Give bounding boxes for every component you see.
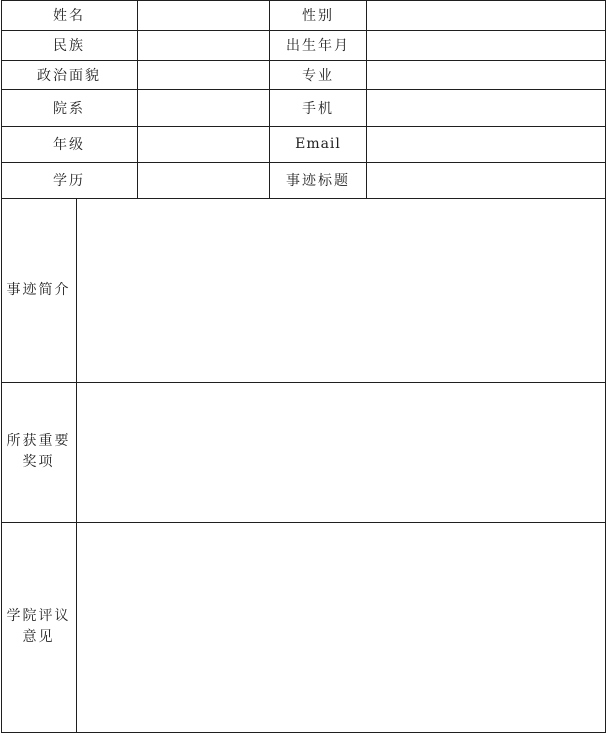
email-field[interactable]	[367, 126, 605, 162]
label-major-awards	[1, 382, 76, 522]
label-deed-summary-line1: 事迹简介	[6, 281, 71, 298]
education-field[interactable]	[138, 162, 269, 198]
label-political-status: 政治面貌	[37, 67, 101, 84]
political-status-field[interactable]	[138, 60, 269, 89]
label-grade: 年级	[53, 137, 85, 153]
deed-title-field[interactable]	[367, 162, 605, 198]
college-comments-field[interactable]	[77, 522, 605, 732]
deed-summary-field[interactable]	[77, 198, 605, 382]
label-deed-title: 事迹标题	[286, 173, 350, 189]
gender-field[interactable]	[367, 0, 605, 30]
label-gender: 性别	[302, 8, 334, 24]
label-college-comments	[1, 522, 76, 732]
name-field[interactable]	[138, 0, 269, 30]
label-phone: 手机	[302, 100, 334, 117]
label-education: 学历	[53, 173, 85, 189]
label-major: 专业	[302, 67, 334, 84]
label-email: Email	[295, 136, 341, 152]
label-ethnicity: 民族	[53, 38, 85, 54]
label-college-comments-line2: 意见	[22, 629, 55, 645]
label-department: 院系	[53, 100, 85, 117]
label-birth-date: 出生年月	[286, 38, 350, 54]
department-field[interactable]	[138, 89, 269, 126]
label-college-comments-line1: 学院评议	[6, 608, 71, 624]
grid-line	[605, 0, 606, 733]
phone-field[interactable]	[367, 89, 605, 126]
label-major-awards-line1: 所获重要	[6, 433, 71, 449]
major-field[interactable]	[367, 60, 605, 89]
label-deed-summary	[1, 198, 76, 382]
major-awards-field[interactable]	[77, 382, 605, 522]
ethnicity-field[interactable]	[138, 30, 269, 60]
label-major-awards-line2: 奖项	[22, 454, 55, 470]
grade-field[interactable]	[138, 126, 269, 162]
grid-line	[1, 732, 606, 733]
label-name: 姓名	[53, 8, 85, 24]
birth-date-field[interactable]	[367, 30, 605, 60]
